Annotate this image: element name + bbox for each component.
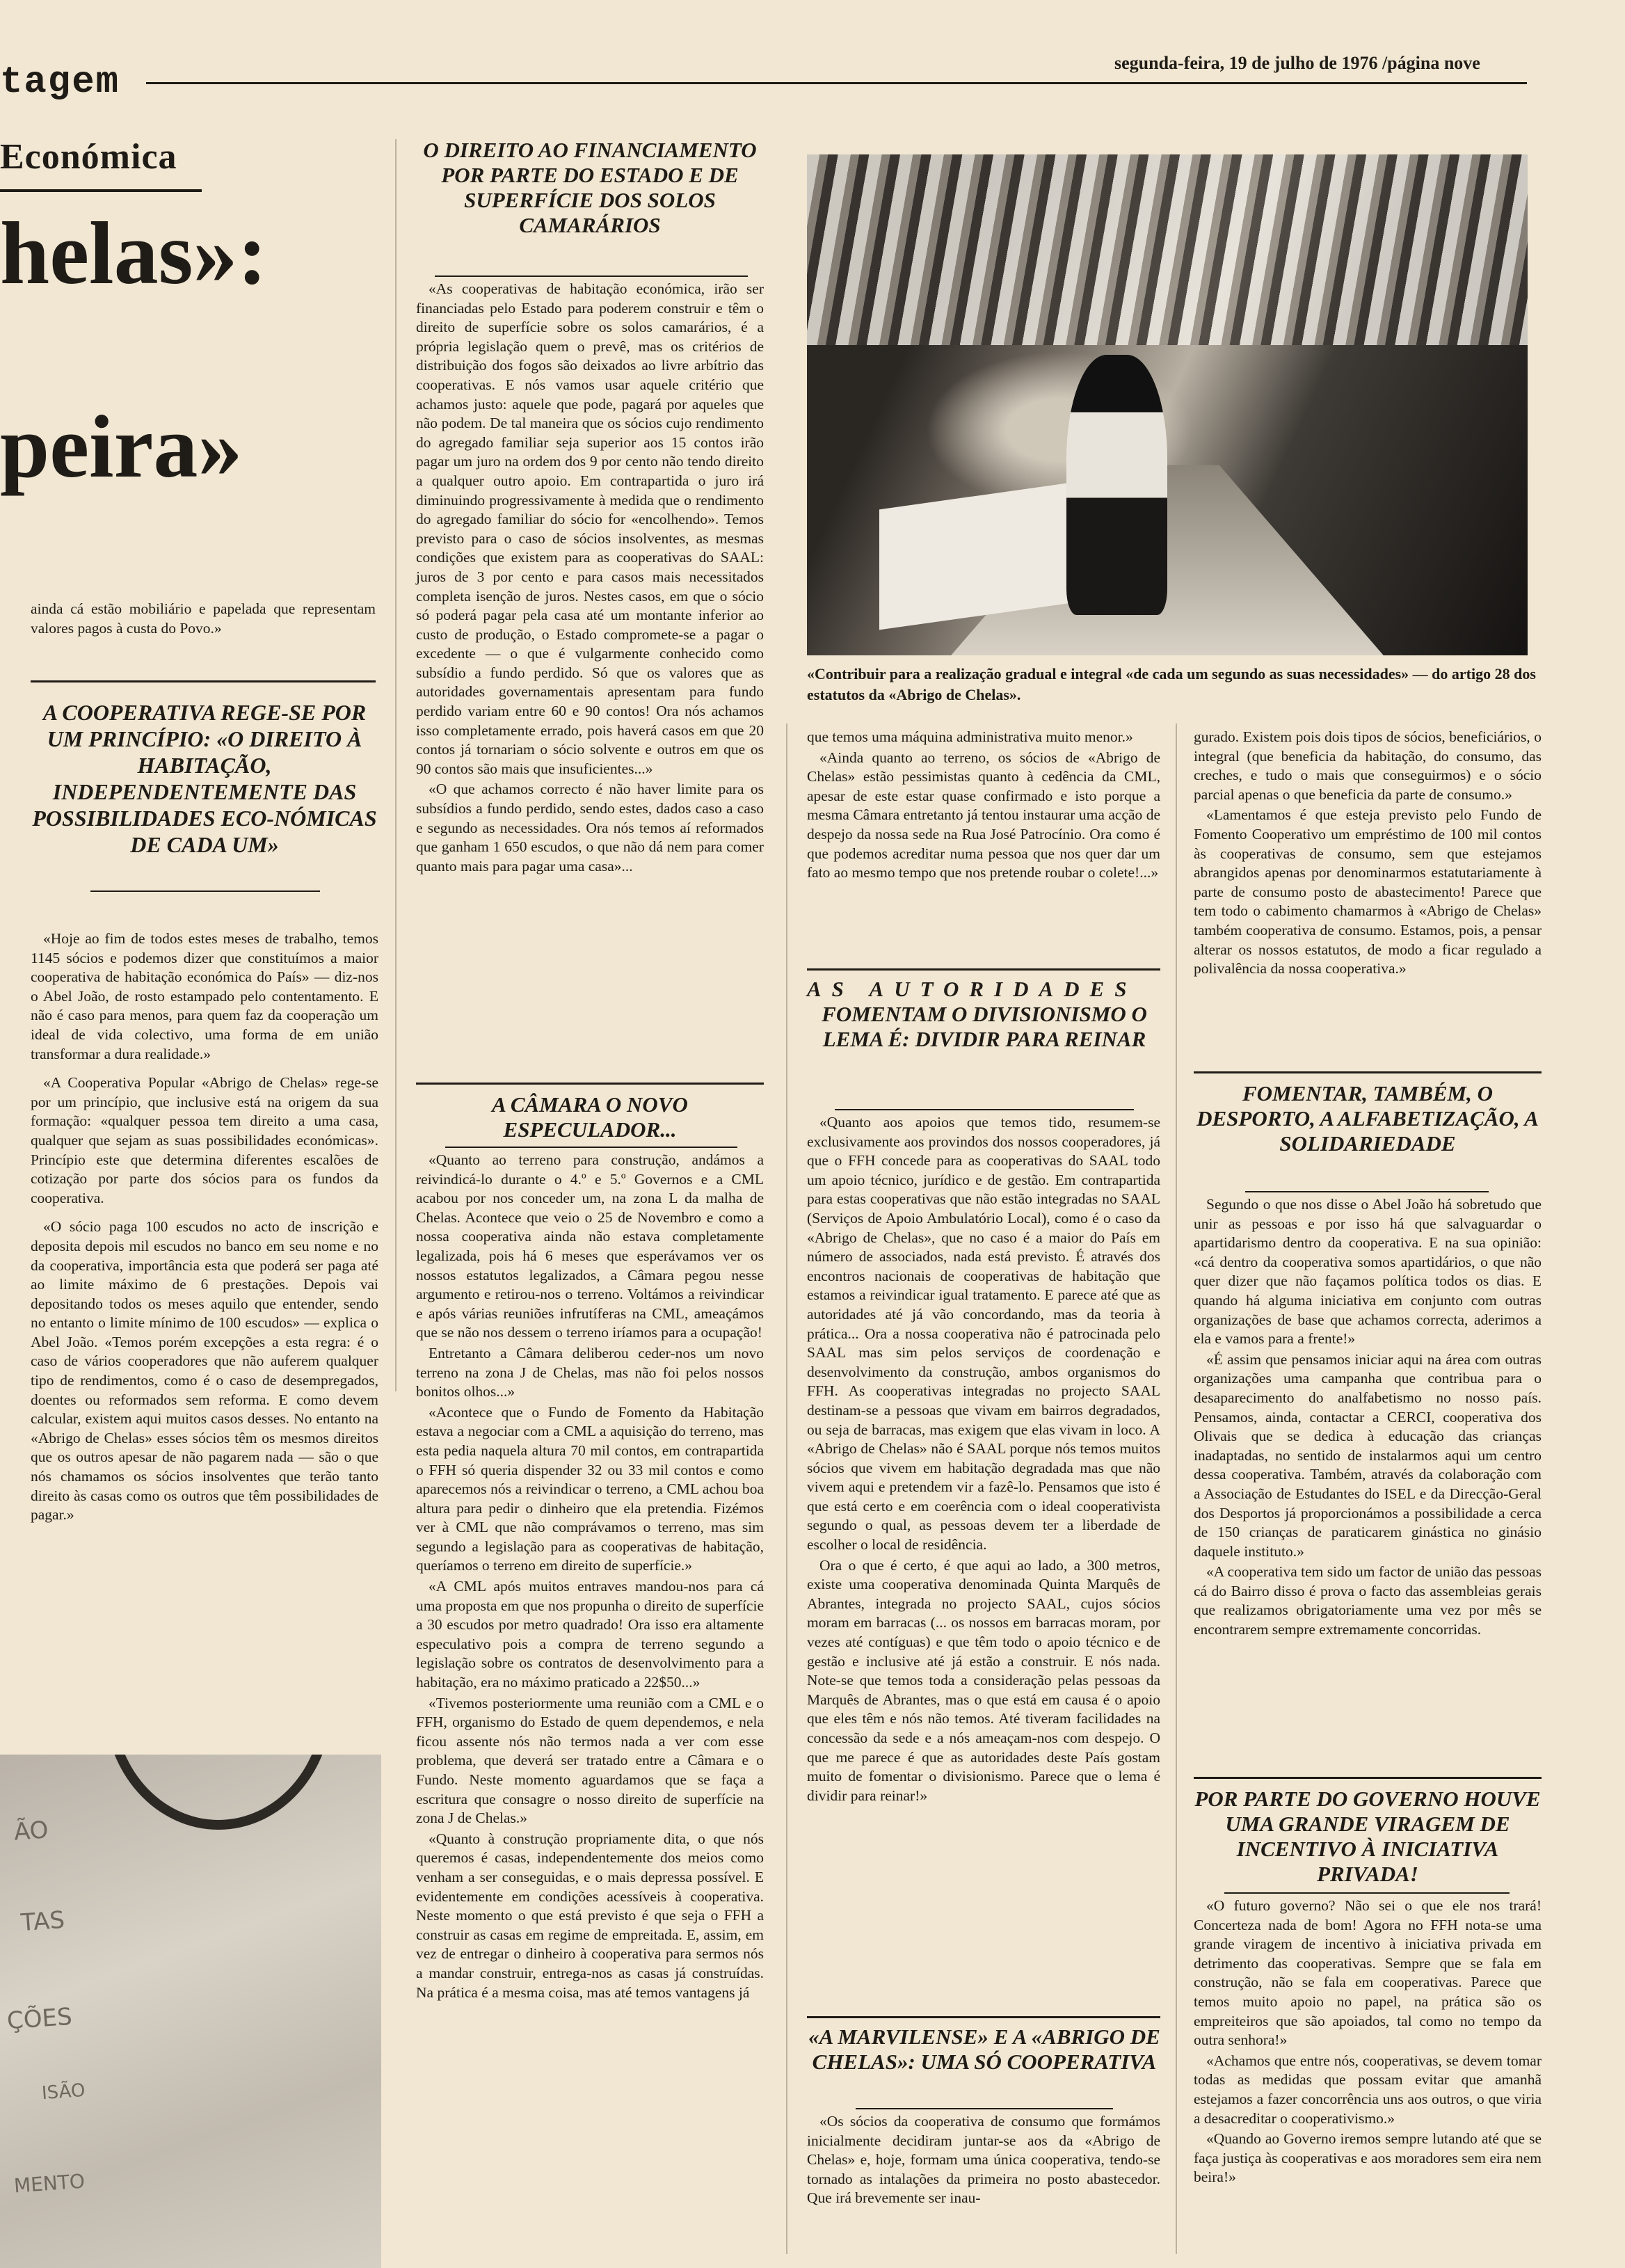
- col3-rule-3: [807, 2016, 1160, 2018]
- col2-body-1: «As cooperativas de habitação económica, irão ser financiadas pelo Estado para poderem construir e têm o direito de superfície sobre os solos camarários, é a própria legislação quem o prevê, mas os critérios de distribuição dos fogos são deixados ao livre arbítrio das cooperativas. E nós vamos usar aquele critério que achamos justo: aquele que pode, pagará por aqueles que não podem. De tal maneira que os sócios cujo rendimento do agregado familiar seja superior aos 15 contos irão pagar um juro na ordem dos 9 por cento não tendo direito a qualquer outro apoio. Em contrapartida o juro irá diminuindo progressivamente à medida que o rendimento do agregado familiar do sócio for «encolhendo». Temos previsto para o caso de sócios insolventes, as mesmas condições que existem para as cooperativas do SAAL: juros de 3 por cento e para casos mais necessitados completa isenção de juros. Nestes casos, em que o sócio só poderá pagar pela casa até um montante inferior ao custo de produção, o Estado compromete-se a pagar o excedente — o que é vulgarmente conhecido como subsídio a fundo perdido. Só que os valores que as autoridades governamentais apresentam para fundo perdido variam entre 60 e 90 contos! Ora nós achamos isso completamente errado, pois haverá casos em que 20 contos já tornariam o sócio solvente e outros em que os 90 contos são mais que insuficientes...» «O que achamos correcto é não haver limite para os subsídios a fundo perdido, sendo estes, dados caso a caso e segundo as necessidades. Ora nós temos aí reformados que ganham 1 650 escudos, o que não dá nem para comer quanto mais para pagar uma casa»...: [416, 280, 764, 875]
- col3-body-1: que temos uma máquina administrativa muito menor.» «Ainda quanto ao terreno, os sócios de «Abrigo de Chelas» estão pessimistas quanto à cedência da CML, apesar de este estar quase confirmado e isto porque a mesma Câmara entretanto já tentou instaurar uma acção de despejo da nossa sede na Rua José Patrocínio. Ora como é que podemos acreditar numa pessoa que nos quer dar um fato ao mesmo tempo que nos pretende roubar o colete!...»: [807, 728, 1160, 881]
- col3-body-3: «Os sócios da cooperativa de consumo que formámos inicialmente decidiram juntar-se aos da «Abrigo de Chelas» e, hoje, formam uma única cooperativa, tendo-se tornado as intalações da primeira no posto abastecedor. Que irá brevemente ser inau-: [807, 2113, 1160, 2207]
- col3-rule-1: [807, 968, 1160, 971]
- graffiti-text-2: TAS: [19, 1906, 66, 1938]
- photo-caption: «Contribuir para a realização gradual e integral «de cada um segundo as suas necessidades» — do artigo 28 dos estatutos da «Abrigo de Chelas».: [807, 665, 1536, 703]
- col4-subhead-1: FOMENTAR, TAMBÉM, O DESPORTO, A ALFABETIZAÇÃO, A SOLIDARIEDADE: [1196, 1081, 1539, 1156]
- left-subhead: A COOPERATIVA REGE-SE POR UM PRINCÍPIO: «O DIREITO À HABITAÇÃO, INDEPENDENTEMENTE DAS POSSIBILIDADES ECO-NÓMICAS DE CADA UM»: [32, 700, 377, 857]
- col3-body-2: «Quanto aos apoios que temos tido, resumem-se exclusivamente aos provindos dos nossos cooperadores, já que o FFH concede para as cooperativas do SAAL todo um apoio técnico, jurídico e de gestão. Em contrapartida para estas cooperativas que não estão integradas no SAAL (Serviços de Apoio Ambulatório Local), como é o caso da «Abrigo de Chelas», que no caso é a maior do País em número de associados, nada está previsto. É através dos encontros nacionais de cooperativas de habitação que estamos a reivindicar igual tratamento. E parece até que as autoridades até já vão concordando, mas da teoria à prática... Ora a nossa cooperativa não é patrocinada pelo SAAL mas sim pelos serviços de coordenação e desenvolvimento da construção, ambos organismos do FFH. As cooperativas integradas no projecto SAAL destinam-se a pessoas que vivam em bairros degradados, ou seja de barracas, mas exigem que elas vivam in loco. A «Abrigo de Chelas» não é SAAL porque nós temos muitos sócios que vivem em habitação degradada mas que não vivem aqui e pretendem vir a fazê-lo. Pensamos que isto é que está certo e em coerência com o ideal cooperativista segundo o qual, as pessoas devem ter a liberdade de escolher o local de residência. Ora o que é certo, é que aqui ao lado, a 300 metros, existe uma cooperativa denominada Quinta Marquês de Abrantes, integrada no projecto SAAL, cujos sócios moram em barracas (... os nossos em barracas moram, por vezes até contíguas) e que têm todo o apoio técnico e de gestão e inclusive até já estão a construir. E nós nada. Note-se que temos toda a consideração pelas pessoas da Marquês de Abrantes, mas o que está em causa é o apoio que eles têm e nós não temos. Até tiveram facilidades na concessão da sede e a nós ameaçam-nos com despejo. O que me parece é que as autoridades deste País gostam muito de fomentar o divisionismo. Parece que o lema é dividir para reinar!»: [807, 1114, 1160, 1804]
- graffiti-text-4: ISÃO: [41, 2079, 86, 2105]
- section-rule: [0, 189, 202, 192]
- col2-body-2: «Quanto ao terreno para construção, andámos a reivindicá-lo durante o 4.º e 5.º Governos e a CML acabou por nos conceder um, na zona L da malha de Chelas. Acontece que veio o 25 de Novembro e como a nossa cooperativa ainda não estava completamente legalizada, pois há 6 meses que esperávamos ver os nossos estatutos legalizados, a Câmara pegou nesse argumento e retirou-nos o terreno. Voltámos a reivindicar e após várias reuniões infrutíferas na CML, ameaçámos que se não nos dessem o terreno iríamos para a ocupação! Entretanto a Câmara deliberou ceder-nos um novo terreno na zona J de Chelas, mas não foi pelos nossos bonitos olhos...» «Acontece que o Fundo de Fomento da Habitação estava a negociar com a CML a aquisição do terreno, mas esta pedia naquela altura 70 mil contos, em contrapartida o FFH só queria dispender 32 ou 33 mil contos e como aparecemos nós a reivindicar o terreno, a CML achou boa altura para pedir o dinheiro que ela pretendia. Fizémos ver à CML que não comprávamos o terreno, mas sim segundo a legislação para as cooperativas de habitação, queríamos o terreno em direito de superfície.» «A CML após muitos entraves mandou-nos para cá uma proposta em que nos propunha o direito de superfície a 30 escudos por metro quadrado! Ora isso era altamente especulativo pois a compra de terreno segundo a legislação sobre os contratos de desenvolvimento para a habitação, era no máximo praticado a 22$50...» «Tivemos posteriormente uma reunião com a CML e o FFH, organismo do Estado de quem dependemos, e nela ficou assente nós não termos nada a ver com esse problema, que deverá ser tratado entre a Câmara e o Fundo. Neste momento aguardamos que se faça a escritura que consagre o nosso direito de superfície na zona J de Chelas.» «Quanto à construção propriamente dita, o que nós queremos é casas, independentemente dos meios como venham a ser conseguidas, e o mais depressa possível. E evidentemente em condições acessíveis à cooperativa. Neste momento o que está previsto é que seja o FFH a construir as casas em regime de empreitada. E, assim, em vez de entregar o dinheiro à cooperativa para sermos nós a mandar construir, entrega-nos as casas já construídas. Na prática é a mesma coisa, mas até temos vantagens já: [416, 1151, 764, 2001]
- column-separator-3: [1176, 724, 1177, 2254]
- header-rule: [146, 82, 1527, 84]
- graffiti-photo: [0, 1755, 381, 2268]
- section-label: Económica: [0, 137, 177, 177]
- col4-rule-2: [1245, 1191, 1489, 1192]
- market-photo: [807, 154, 1528, 655]
- col3-rule-4: [856, 2108, 1113, 2109]
- col4-subhead-2: POR PARTE DO GOVERNO HOUVE UMA GRANDE VIRAGEM DE INCENTIVO À INICIATIVA PRIVADA!: [1194, 1787, 1541, 1886]
- col2-rule-1: [435, 275, 748, 277]
- col2-rule-2: [416, 1083, 764, 1085]
- section-kicker: tagem: [0, 61, 120, 104]
- left-rule-1: [31, 680, 376, 682]
- dateline: segunda-feira, 19 de julho de 1976 /página nove: [1114, 53, 1480, 73]
- col2-subhead-2: A CÂMARA O NOVO ESPECULADOR...: [492, 1092, 688, 1142]
- left-body: «Hoje ao fim de todos estes meses de trabalho, temos 1145 sócios e podemos dizer que constituímos a maior cooperativa de habitação económica do País» — diz-nos o Abel João, de rosto estampado pelo contentamento. E não é caso para menos, para quem faz da cooperação um ideal de vida colectivo, uma forma de em união transformar a dura realidade.» «A Cooperativa Popular «Abrigo de Chelas» rege-se por um princípio, que inclusive está na origem da sua formação: «qualquer pessoa tem direito a uma casa, qualquer que sejam as suas possibilidades económicas». Princípio este que determina diferentes escalões de cotização por parte dos sócios para os fundos da cooperativa. «O sócio paga 100 escudos no acto de inscrição e deposita depois mil escudos no banco em seu nome e no da cooperativa, importância esta que poderá ser paga até ao limite máximo de 6 prestações. Depois vai depositando todos os meses aquilo que entender, sendo no entanto o limite mínimo de 100 escudos» — explica o Abel João. «Temos porém excepções a esta regra: é o caso de vários cooperadores que não auferem qualquer tipo de rendimentos, como é o caso de desempregados, doentes ou reformados sem reforma. E como devem calcular, existem aqui muitos casos desses. No entanto na «Abrigo de Chelas» esses sócios têm os mesmos direitos que os outros apesar de não pagarem nada — são o que nós chamamos os sócios insolventes que terão tanto direito às casas como os outros que têm possibilidades de pagar.»: [31, 930, 378, 1524]
- column-separator-1: [395, 139, 397, 1391]
- col2-subhead-1: O DIREITO AO FINANCIAMENTO POR PARTE DO ESTADO E DE SUPERFÍCIE DOS SOLOS CAMARÁRIOS: [423, 138, 757, 237]
- col4-body-2: Segundo o que nos disse o Abel João há sobretudo que unir as pessoas e por isso há que salvaguardar o apartidarismo dentro da cooperativa. E na sua opinião: «cá dentro da cooperativa somos apartidários, o que não quer dizer que não façamos política todos os dias. E quando há alguma iniciativa em conjunto com outras organizações de base que achamos correcta, aderimos a ela e vamos para a frente!» «É assim que pensamos iniciar aqui na área com outras organizações uma campanha que contribua para o desaparecimento do analfabetismo no nosso país. Pensamos, ainda, contactar a CERCI, cooperativa dos Olivais que se dedica à educação das crianças inadaptadas, no sentido de instalarmos aqui um centro dessa cooperativa. Também, através da colaboração com a Associação de Estudantes do ISEL e da Direcção-Geral dos Desportos já proporcionámos a possibilidade a cerca de 150 crianças de paraticarem ginástica no ginásio daquele instituto.» «A cooperativa tem sido um factor de união das pessoas cá do Bairro disso é prova o facto das assembleias gerais que realizamos obrigatoriamente uma vez por mês se encontrarem sempre extremamente concorridas.: [1194, 1196, 1542, 1638]
- intro-tail: ainda cá estão mobiliário e papelada que representam valores pagos à custa do Povo.»: [31, 600, 376, 637]
- col4-body-1: gurado. Existem pois dois tipos de sócios, beneficiários, o integral (que beneficia da habitação, do consumo, das creches, e tudo o mais que conseguirmos) e o sócio parcial apenas o que beneficia da parte de consumo.» «Lamentamos é que esteja previsto pelo Fundo de Fomento Cooperativo um empréstimo de 100 mil contos às cooperativas de consumo, sem que estejamos abrangidos apenas por denominarmos estatutariamente à parte de consumo posto de abastecimento! Parece que tem todo o cabimento chamarmos à «Abrigo de Chelas» também cooperativa de consumo. Estamos, pois, a pensar alterar os nossos estatutos, de modo a ficar regulado a polivalência da nossa cooperativa.»: [1194, 728, 1542, 977]
- left-rule-2: [90, 891, 320, 892]
- col4-rule-1: [1194, 1071, 1542, 1073]
- col3-subhead-2: «A MARVILENSE» E A «ABRIGO DE CHELAS»: UMA SÓ COOPERATIVA: [808, 2025, 1160, 2074]
- graffiti-text-3: ÇÕES: [6, 2002, 73, 2036]
- headline-line2: peira»: [0, 397, 243, 496]
- col4-body-3: «O futuro governo? Não sei o que ele nos trará! Concerteza nada de bom! Agora no FFH nota-se uma grande viragem de incentivo à iniciativa privada em detrimento das cooperativas. Sempre que se fala em construção, não se fala em cooperativas. Parece que temos muito apoio no papel, na prática são os empreiteiros que são apoiados, tal como no tempo da outra senhora!» «Achamos que entre nós, cooperativas, se devem tomar todas as medidas que possam evitar que amanhã estejamos a fazer concorrência uns aos outros, o que viria a desacreditar o cooperativismo.» «Quando ao Governo iremos sempre lutando até que se faça justiça às cooperativas e aos moradores sem eira nem beira!»: [1194, 1897, 1542, 2186]
- col3-subhead-1: AS AUTORIDADES FOMENTAM O DIVISIONISMO O LEMA É: DIVIDIR PARA REINAR: [807, 977, 1147, 1051]
- headline-line1: helas»:: [0, 204, 267, 303]
- col4-rule-3: [1194, 1777, 1542, 1779]
- graffiti-text-5: MENTO: [13, 2169, 86, 2198]
- column-separator-2: [786, 724, 787, 2254]
- col2-rule-3: [445, 1147, 737, 1148]
- col3-rule-2: [835, 1109, 1134, 1110]
- graffiti-text-1: ÃO: [13, 1816, 49, 1846]
- col4-rule-4: [1224, 1892, 1510, 1894]
